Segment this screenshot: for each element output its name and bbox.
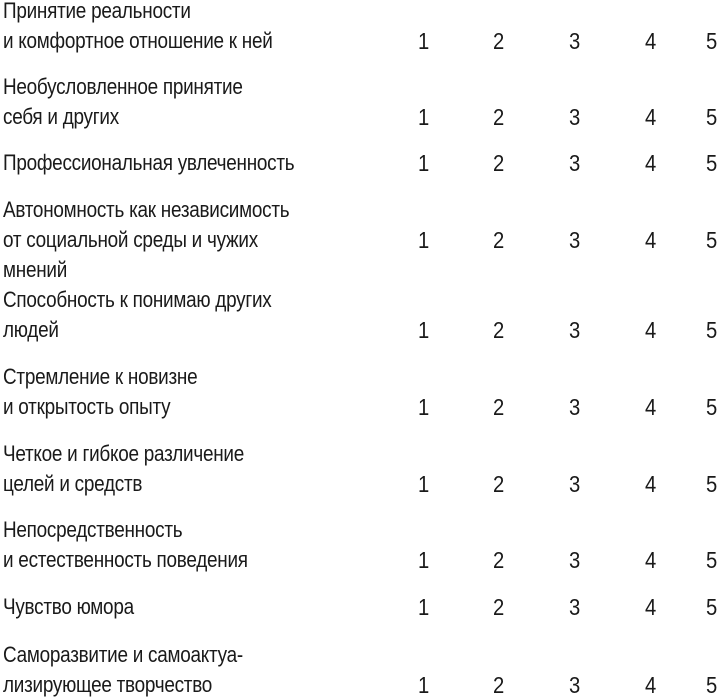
rating-scale: [0, 469, 719, 499]
rating-scale: [0, 670, 719, 700]
label-line: и комфортное отношение к ней: [3, 28, 273, 53]
rating-option-2[interactable]: 2: [493, 317, 505, 343]
rating-option-5[interactable]: 5: [706, 104, 718, 130]
label-line: Принятие реальности: [3, 0, 191, 23]
label-line: мнений: [3, 257, 68, 282]
rating-scale: [0, 545, 719, 575]
rating-option-5[interactable]: 5: [706, 672, 718, 698]
rating-scale: [0, 225, 719, 255]
rating-option-1[interactable]: 1: [418, 150, 430, 176]
rating-scale: [0, 26, 719, 56]
rating-option-4[interactable]: 4: [645, 394, 657, 420]
rating-option-4[interactable]: 4: [645, 471, 657, 497]
label-line: целей и средств: [3, 471, 143, 496]
label-line: Чувство юмора: [3, 594, 134, 619]
rating-option-2[interactable]: 2: [493, 227, 505, 253]
rating-option-1[interactable]: 1: [418, 104, 430, 130]
label-line: Способность к понимаю других: [3, 287, 272, 312]
rating-option-1[interactable]: 1: [418, 394, 430, 420]
rating-option-5[interactable]: 5: [706, 547, 718, 573]
rating-option-5[interactable]: 5: [706, 471, 718, 497]
label-line: лизирующее творчество: [3, 672, 213, 697]
rating-option-3[interactable]: 3: [569, 394, 581, 420]
rating-option-5[interactable]: 5: [706, 28, 718, 54]
rating-option-5[interactable]: 5: [706, 227, 718, 253]
label-line: людей: [3, 317, 59, 342]
label-line: Саморазвитие и самоактуа-: [3, 642, 243, 667]
label-line: Необусловленное принятие: [3, 74, 243, 99]
rating-scale: [0, 102, 719, 132]
label-line: Автономность как независимость: [3, 197, 290, 222]
rating-option-5[interactable]: 5: [706, 317, 718, 343]
rating-option-3[interactable]: 3: [569, 471, 581, 497]
rating-option-3[interactable]: 3: [569, 594, 581, 620]
label-line: от социальной среды и чужих: [3, 227, 258, 252]
rating-option-3[interactable]: 3: [569, 28, 581, 54]
label-line: и открытость опыту: [3, 394, 171, 419]
rating-option-4[interactable]: 4: [645, 227, 657, 253]
label-line: Стремление к новизне: [3, 364, 198, 389]
rating-option-4[interactable]: 4: [645, 547, 657, 573]
rating-option-3[interactable]: 3: [569, 104, 581, 130]
rating-option-3[interactable]: 3: [569, 672, 581, 698]
rating-option-5[interactable]: 5: [706, 394, 718, 420]
rating-option-5[interactable]: 5: [706, 150, 718, 176]
rating-option-1[interactable]: 1: [418, 471, 430, 497]
label-line: Четкое и гибкое различение: [3, 441, 245, 466]
rating-option-2[interactable]: 2: [493, 28, 505, 54]
rating-scale: [0, 592, 719, 622]
rating-option-2[interactable]: 2: [493, 547, 505, 573]
label-line: себя и других: [3, 104, 119, 129]
rating-option-4[interactable]: 4: [645, 150, 657, 176]
rating-option-2[interactable]: 2: [493, 104, 505, 130]
rating-option-2[interactable]: 2: [493, 594, 505, 620]
label-line: и естественность поведения: [3, 547, 248, 572]
rating-option-4[interactable]: 4: [645, 672, 657, 698]
rating-option-3[interactable]: 3: [569, 547, 581, 573]
rating-option-3[interactable]: 3: [569, 150, 581, 176]
rating-scale: [0, 392, 719, 422]
label-line: Профессиональная увлеченность: [3, 150, 295, 175]
rating-option-5[interactable]: 5: [706, 594, 718, 620]
rating-option-4[interactable]: 4: [645, 104, 657, 130]
rating-option-1[interactable]: 1: [418, 227, 430, 253]
rating-scale: [0, 148, 719, 178]
rating-option-1[interactable]: 1: [418, 594, 430, 620]
rating-option-4[interactable]: 4: [645, 594, 657, 620]
rating-option-2[interactable]: 2: [493, 150, 505, 176]
label-line: Непосредственность: [3, 517, 183, 542]
rating-option-4[interactable]: 4: [645, 317, 657, 343]
rating-option-3[interactable]: 3: [569, 317, 581, 343]
rating-option-1[interactable]: 1: [418, 672, 430, 698]
rating-option-1[interactable]: 1: [418, 317, 430, 343]
rating-option-1[interactable]: 1: [418, 547, 430, 573]
rating-option-4[interactable]: 4: [645, 28, 657, 54]
rating-option-2[interactable]: 2: [493, 394, 505, 420]
rating-option-1[interactable]: 1: [418, 28, 430, 54]
rating-option-3[interactable]: 3: [569, 227, 581, 253]
rating-option-2[interactable]: 2: [493, 672, 505, 698]
rating-scale: [0, 315, 719, 345]
rating-option-2[interactable]: 2: [493, 471, 505, 497]
